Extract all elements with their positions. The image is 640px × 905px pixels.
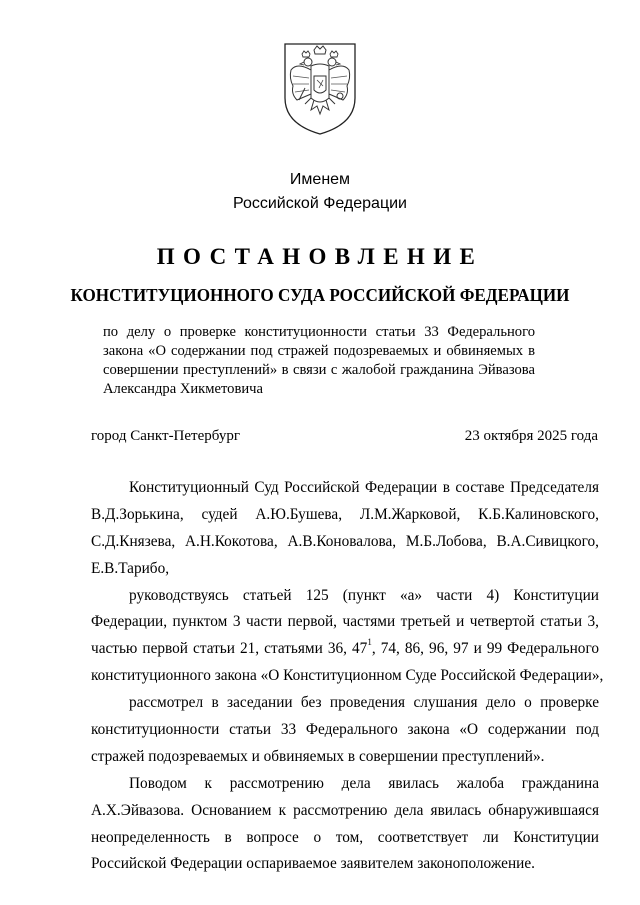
body-line: конституционного закона «О Конституционном Суде Российской Федерации»,	[91, 667, 604, 685]
case-subject-line: Александра Хикметовича	[103, 381, 263, 397]
court-name: КОНСТИТУЦИОННОГО СУДА РОССИЙСКОЙ ФЕДЕРАЦИИ	[70, 285, 570, 305]
date: 23 октября 2025 года	[464, 428, 598, 444]
body-line: С.Д.Князева, А.Н.Кокотова, А.В.Коновалова, М.Б.Лобова, В.А.Сивицкого,	[91, 532, 599, 550]
body-text-fragment: , 74, 86, 96, 97 и 99 Федерального	[371, 640, 599, 658]
body-line: Поводом к рассмотрению дела явилась жалоба гражданина	[129, 774, 599, 792]
body-line: конституционности статьи 33 Федерального закона «О содержании под	[91, 721, 599, 739]
body-line: Е.В.Тарибо,	[91, 559, 170, 577]
place: город Санкт-Петербург	[91, 428, 240, 444]
body-line: В.Д.Зорькина, судей А.Ю.Бушева, Л.М.Жарковой, К.Б.Калиновского,	[91, 505, 599, 523]
coat-of-arms-emblem	[281, 40, 359, 136]
document-body	[91, 475, 604, 878]
body-line: руководствуясь статьей 125 (пункт «а» части 4) Конституции	[129, 586, 599, 604]
body-line: Федерации, пунктом 3 части первой, частями третьей и четвертой статьи 3,	[91, 613, 599, 631]
body-line	[91, 636, 599, 663]
case-subject-line: совершении преступлений» в связи с жалобой гражданина Эйвазова	[103, 362, 535, 378]
body-line: Конституционный Суд Российской Федерации в составе Председателя	[129, 479, 599, 496]
superscript: 1	[367, 637, 372, 648]
case-subject-line: по делу о проверке конституционности статьи 33 Федерального	[103, 324, 535, 340]
case-subject	[103, 323, 535, 399]
body-line: Российской Федерации оспариваемое заявителем законоположение.	[91, 855, 535, 873]
body-line: неопределенность в вопросе о том, соответствует ли Конституции	[91, 828, 599, 846]
body-line: А.Х.Эйвазова. Основанием к рассмотрению дела явилась обнаружившаяся	[91, 801, 599, 819]
body-line: рассмотрел в заседании без проведения слушания дело о проверке	[129, 694, 599, 712]
body-line: стражей подозреваемых и обвиняемых в совершении преступлений».	[91, 747, 545, 765]
header-russian-federation: Российской Федерации	[233, 195, 407, 212]
document-title: ПОСТАНОВЛЕНИЕ	[156, 244, 484, 269]
body-text-fragment: частью первой статьи 21, статьями 36, 47	[91, 640, 368, 658]
header-in-the-name: Именем	[289, 171, 351, 188]
case-subject-line: закона «О содержании под стражей подозреваемых и обвиняемых в	[103, 343, 535, 359]
